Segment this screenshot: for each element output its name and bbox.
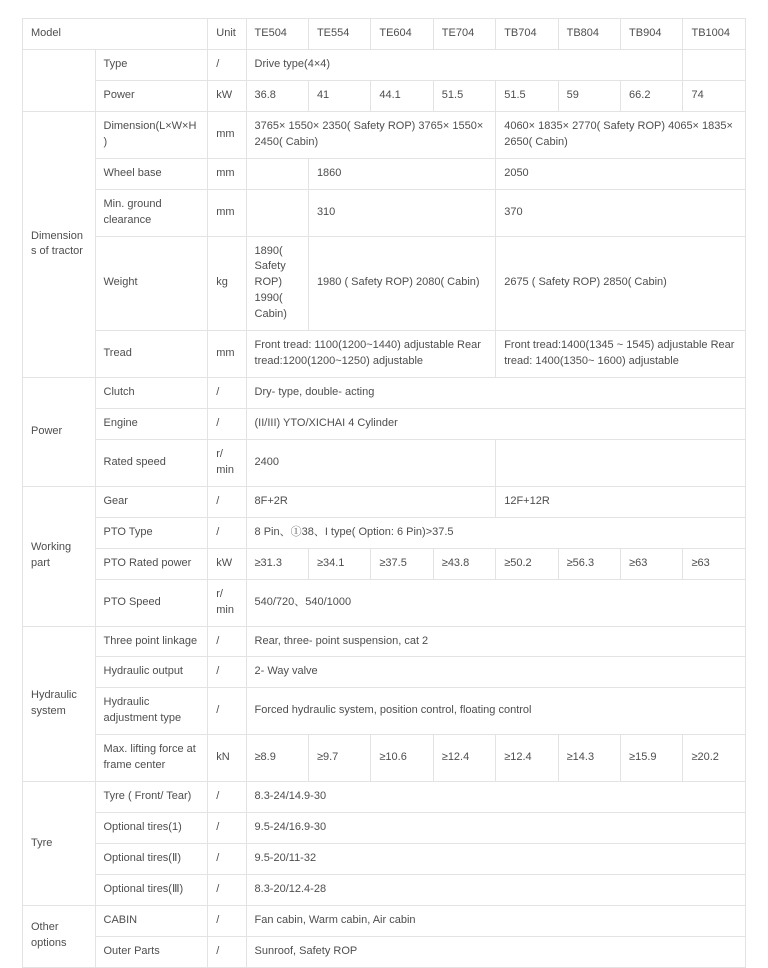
header-model-TE604: TE604	[371, 19, 433, 50]
row-value-cell: Drive type(4×4)	[246, 49, 683, 80]
row-item-label: Max. lifting force at frame center	[95, 735, 208, 782]
row-value-cell: 51.5	[496, 80, 558, 111]
row-unit-label: mm	[208, 158, 246, 189]
row-item-label: Optional tires(1)	[95, 813, 208, 844]
row-value-cell: Fan cabin, Warm cabin, Air cabin	[246, 905, 745, 936]
specification-table-body	[23, 19, 746, 968]
table-row	[23, 844, 746, 875]
table-row	[23, 111, 746, 158]
row-value-cell: 8.3-20/12.4-28	[246, 874, 745, 905]
row-unit-label: mm	[208, 331, 246, 378]
row-value-cell: ≥31.3	[246, 548, 308, 579]
row-unit-label: /	[208, 378, 246, 409]
category-label: Working part	[23, 486, 96, 626]
row-value-cell: ≥9.7	[308, 735, 370, 782]
row-value-cell: 36.8	[246, 80, 308, 111]
header-unit-label: Unit	[208, 19, 246, 50]
row-item-label: Engine	[95, 409, 208, 440]
row-value-cell: ≥20.2	[683, 735, 746, 782]
table-row	[23, 735, 746, 782]
row-value-cell	[496, 439, 746, 486]
row-unit-label: /	[208, 517, 246, 548]
row-item-label: Tread	[95, 331, 208, 378]
category-label: Other options	[23, 905, 96, 967]
table-row	[23, 189, 746, 236]
header-model-TE554: TE554	[308, 19, 370, 50]
table-row	[23, 782, 746, 813]
header-model-label: Model	[23, 19, 208, 50]
category-label: Power	[23, 378, 96, 487]
row-value-cell: ≥34.1	[308, 548, 370, 579]
row-item-label: PTO Type	[95, 517, 208, 548]
row-value-cell: Front tread:1400(1345 ~ 1545) adjustable Rear tread: 1400(1350~ 1600) adjustable	[496, 331, 746, 378]
row-unit-label: r/ min	[208, 439, 246, 486]
row-value-cell: 1890( Safety ROP) 1990( Cabin)	[246, 236, 308, 331]
category-label: Dimensions of tractor	[23, 111, 96, 377]
row-item-label: Dimension(L×W×H)	[95, 111, 208, 158]
header-model-TB804: TB804	[558, 19, 620, 50]
row-unit-label: /	[208, 905, 246, 936]
row-unit-label: /	[208, 626, 246, 657]
row-value-cell: 2400	[246, 439, 496, 486]
row-value-cell: 1860	[308, 158, 495, 189]
row-value-cell	[246, 158, 308, 189]
category-label: Tyre	[23, 782, 96, 906]
row-value-cell: 41	[308, 80, 370, 111]
row-value-cell: 51.5	[433, 80, 495, 111]
row-item-label: Min. ground clearance	[95, 189, 208, 236]
table-row	[23, 331, 746, 378]
row-value-cell: 59	[558, 80, 620, 111]
row-unit-label: /	[208, 49, 246, 80]
header-model-TE704: TE704	[433, 19, 495, 50]
row-value-cell: 2675 ( Safety ROP) 2850( Cabin)	[496, 236, 746, 331]
row-value-cell: 540/720、540/1000	[246, 579, 745, 626]
table-row	[23, 905, 746, 936]
row-item-label: Power	[95, 80, 208, 111]
row-value-cell: ≥15.9	[621, 735, 683, 782]
row-value-cell: Dry- type, double- acting	[246, 378, 745, 409]
table-row	[23, 579, 746, 626]
row-value-cell: 44.1	[371, 80, 433, 111]
row-item-label: Wheel base	[95, 158, 208, 189]
row-value-cell: ≥10.6	[371, 735, 433, 782]
row-value-cell: 310	[308, 189, 495, 236]
row-unit-label: kW	[208, 80, 246, 111]
row-value-cell: 74	[683, 80, 746, 111]
row-value-cell: Rear, three- point suspension, cat 2	[246, 626, 745, 657]
row-item-label: PTO Speed	[95, 579, 208, 626]
row-item-label: Optional tires(Ⅱ)	[95, 844, 208, 875]
row-value-cell: 8.3-24/14.9-30	[246, 782, 745, 813]
row-item-label: Three point linkage	[95, 626, 208, 657]
table-row	[23, 236, 746, 331]
table-row	[23, 517, 746, 548]
table-row	[23, 486, 746, 517]
table-row	[23, 626, 746, 657]
table-row	[23, 874, 746, 905]
row-value-cell	[246, 189, 308, 236]
row-item-label: Optional tires(Ⅲ)	[95, 874, 208, 905]
row-value-cell: Front tread: 1100(1200~1440) adjustable Rear tread:1200(1200~1250) adjustable	[246, 331, 496, 378]
row-item-label: Hydraulic output	[95, 657, 208, 688]
row-unit-label: r/ min	[208, 579, 246, 626]
row-unit-label: /	[208, 688, 246, 735]
row-unit-label: kN	[208, 735, 246, 782]
row-unit-label: /	[208, 657, 246, 688]
row-value-cell: ≥50.2	[496, 548, 558, 579]
row-value-cell: ≥12.4	[496, 735, 558, 782]
row-item-label: CABIN	[95, 905, 208, 936]
table-row	[23, 548, 746, 579]
row-value-cell: ≥14.3	[558, 735, 620, 782]
row-unit-label: /	[208, 486, 246, 517]
row-unit-label: mm	[208, 189, 246, 236]
row-value-cell: 8F+2R	[246, 486, 496, 517]
row-value-cell: 370	[496, 189, 746, 236]
table-row	[23, 936, 746, 967]
row-unit-label: mm	[208, 111, 246, 158]
row-value-cell: ≥43.8	[433, 548, 495, 579]
row-item-label: Gear	[95, 486, 208, 517]
header-model-TB1004: TB1004	[683, 19, 746, 50]
row-item-label: Tyre ( Front/ Tear)	[95, 782, 208, 813]
table-row	[23, 158, 746, 189]
row-value-cell: 12F+12R	[496, 486, 746, 517]
table-row	[23, 813, 746, 844]
table-row	[23, 409, 746, 440]
row-value-cell: 9.5-20/11-32	[246, 844, 745, 875]
row-item-label: Outer Parts	[95, 936, 208, 967]
row-value-cell: 1980 ( Safety ROP) 2080( Cabin)	[308, 236, 495, 331]
row-item-label: Hydraulic adjustment type	[95, 688, 208, 735]
row-value-cell: ≥63	[683, 548, 746, 579]
row-value-cell: Forced hydraulic system, position control, floating control	[246, 688, 745, 735]
row-value-cell: 9.5-24/16.9-30	[246, 813, 745, 844]
header-model-TE504: TE504	[246, 19, 308, 50]
row-unit-label: kg	[208, 236, 246, 331]
row-value-cell: 2- Way valve	[246, 657, 745, 688]
row-unit-label: /	[208, 844, 246, 875]
row-value-cell: (II/III) YTO/XICHAI 4 Cylinder	[246, 409, 745, 440]
row-value-cell: ≥56.3	[558, 548, 620, 579]
row-value-cell: 4060× 1835× 2770( Safety ROP) 4065× 1835× 2650( Cabin)	[496, 111, 746, 158]
row-unit-label: kW	[208, 548, 246, 579]
row-unit-label: /	[208, 936, 246, 967]
row-value-cell: ≥63	[621, 548, 683, 579]
table-header-row	[23, 19, 746, 50]
table-row	[23, 439, 746, 486]
row-item-label: Rated speed	[95, 439, 208, 486]
row-value-cell: 66.2	[621, 80, 683, 111]
row-value-cell	[683, 49, 746, 80]
category-label	[23, 49, 96, 111]
row-item-label: PTO Rated power	[95, 548, 208, 579]
row-unit-label: /	[208, 813, 246, 844]
header-model-TB704: TB704	[496, 19, 558, 50]
table-row	[23, 688, 746, 735]
table-row	[23, 378, 746, 409]
row-unit-label: /	[208, 874, 246, 905]
row-value-cell: 2050	[496, 158, 746, 189]
table-row	[23, 657, 746, 688]
row-value-cell: 3765× 1550× 2350( Safety ROP) 3765× 1550× 2450( Cabin)	[246, 111, 496, 158]
row-unit-label: /	[208, 782, 246, 813]
specification-table	[22, 18, 746, 968]
category-label: Hydraulic system	[23, 626, 96, 782]
row-value-cell: Sunroof, Safety ROP	[246, 936, 745, 967]
row-value-cell: ≥8.9	[246, 735, 308, 782]
row-item-label: Weight	[95, 236, 208, 331]
row-unit-label: /	[208, 409, 246, 440]
table-row	[23, 80, 746, 111]
row-value-cell: ≥12.4	[433, 735, 495, 782]
row-value-cell: 8 Pin、①38、I type( Option: 6 Pin)>37.5	[246, 517, 745, 548]
row-value-cell: ≥37.5	[371, 548, 433, 579]
row-item-label: Clutch	[95, 378, 208, 409]
row-item-label: Type	[95, 49, 208, 80]
table-row	[23, 49, 746, 80]
header-model-TB904: TB904	[621, 19, 683, 50]
